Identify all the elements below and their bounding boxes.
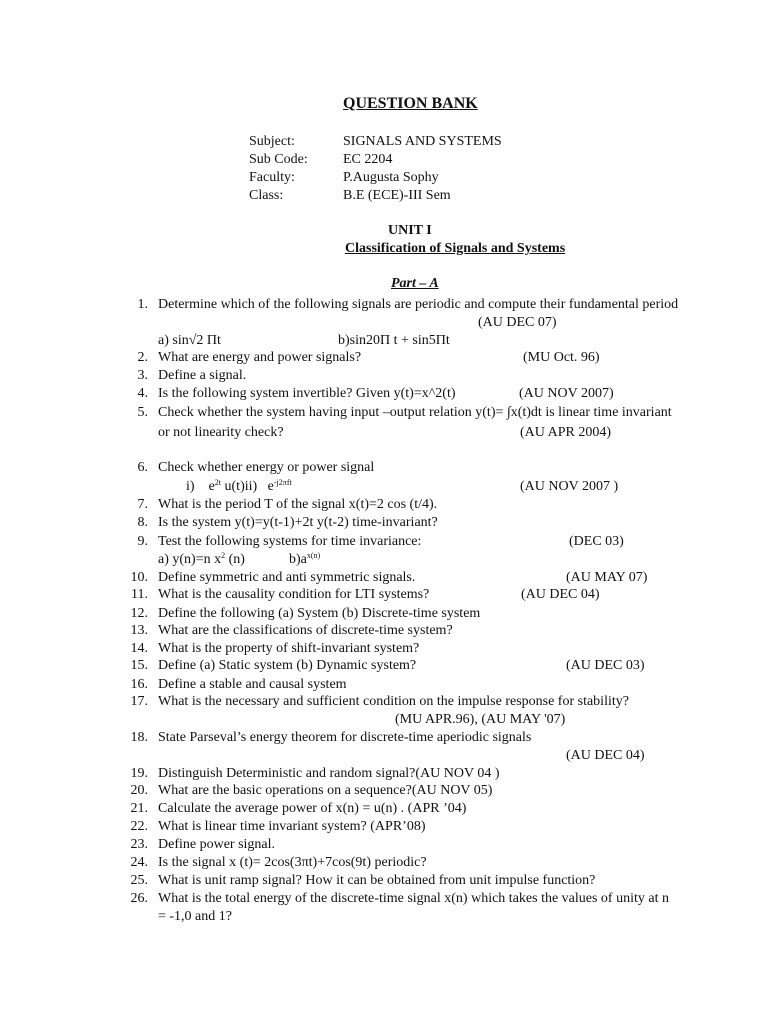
question-number: 6. — [137, 460, 148, 475]
faculty-label: Faculty: — [249, 170, 295, 185]
question-text: Check whether the system having input –output relation y(t)= ∫x(t)dt is linear time invariant — [158, 405, 672, 420]
math-base: e — [267, 479, 274, 494]
question-number: 5. — [137, 405, 148, 420]
question-number: 20. — [130, 783, 148, 798]
question-reference: (MU Oct. 96) — [523, 350, 600, 365]
question-number: 11. — [131, 587, 148, 602]
question-text: What are the classifications of discrete-time system? — [158, 623, 453, 638]
question-number: 19. — [130, 766, 148, 781]
question-text: What is the period T of the signal x(t)=2 cos (t/4). — [158, 497, 438, 512]
question-number: 2. — [137, 350, 148, 365]
question-number: 8. — [137, 515, 148, 530]
faculty-value: P.Augusta Sophy — [343, 170, 439, 185]
question-number: 15. — [130, 658, 148, 673]
question-number: 13. — [130, 623, 148, 638]
question-text: Define power signal. — [158, 837, 276, 852]
question-text: Is the following system invertible? Given y(t)=x^2(t) — [158, 386, 456, 401]
math-exponent: 2 — [221, 551, 226, 560]
question-text-continued: or not linearity check? — [158, 425, 284, 440]
question-reference: (AU APR 2004) — [520, 425, 612, 440]
question-reference: (DEC 03) — [569, 534, 624, 549]
unit-title: UNIT I — [388, 223, 432, 238]
class-value: B.E (ECE)-III Sem — [343, 188, 451, 203]
question-reference: (AU DEC 03) — [566, 658, 645, 673]
question-number: 26. — [130, 891, 148, 906]
question-number: 7. — [137, 497, 148, 512]
question-option — [158, 551, 245, 568]
question-text: What is unit ramp signal? How it can be obtained from unit impulse function? — [158, 873, 596, 888]
question-number: 10. — [130, 570, 148, 585]
option-label: i) — [186, 479, 195, 494]
subject-value: SIGNALS AND SYSTEMS — [343, 134, 502, 149]
question-text: State Parseval’s energy theorem for discrete-time aperiodic signals — [158, 730, 532, 745]
subcode-label: Sub Code: — [249, 152, 308, 167]
question-number: 18. — [130, 730, 148, 745]
question-option: b)sin20Π t + sin5Πt — [338, 333, 450, 348]
class-label: Class: — [249, 188, 284, 203]
question-option — [289, 551, 320, 568]
question-text: What is linear time invariant system? (APR’08) — [158, 819, 426, 834]
question-text: Determine which of the following signals are periodic and compute their fundamental period — [158, 297, 679, 312]
math-base: e — [208, 479, 215, 494]
question-number: 25. — [130, 873, 148, 888]
question-text: What are the basic operations on a sequence?(AU NOV 05) — [158, 783, 493, 798]
question-text: Define a stable and causal system — [158, 677, 347, 692]
math-text: a) y(n)=n x — [158, 552, 222, 567]
unit-subtitle: Classification of Signals and Systems — [345, 241, 566, 256]
question-number: 16. — [130, 677, 148, 692]
question-number: 9. — [137, 534, 148, 549]
question-text: What is the property of shift-invariant system? — [158, 641, 420, 656]
math-text: u(t)ii) — [221, 479, 258, 494]
question-text: Distinguish Deterministic and random signal?(AU NOV 04 ) — [158, 766, 500, 781]
question-text: What is the necessary and sufficient condition on the impulse response for stability? — [158, 694, 629, 709]
math-exponent: x(n) — [306, 551, 321, 560]
question-text: Define the following (a) System (b) Discrete-time system — [158, 606, 481, 621]
question-number: 22. — [130, 819, 148, 834]
question-option: a) sin√2 Πt — [158, 333, 221, 348]
subcode-value: EC 2204 — [343, 152, 393, 167]
question-text-continued: = -1,0 and 1? — [158, 909, 232, 924]
question-option — [186, 478, 292, 495]
math-text: (n) — [225, 552, 245, 567]
math-base: b)a — [289, 552, 307, 567]
question-text: Define (a) Static system (b) Dynamic system? — [158, 658, 417, 673]
question-text: What are energy and power signals? — [158, 350, 362, 365]
subject-label: Subject: — [249, 134, 295, 149]
question-reference: (MU APR.96), (AU MAY '07) — [395, 712, 566, 727]
question-text: Define symmetric and anti symmetric signals. — [158, 570, 416, 585]
question-number: 14. — [130, 641, 148, 656]
question-text: Is the system y(t)=y(t-1)+2t y(t-2) time-invariant? — [158, 515, 438, 530]
page-title: QUESTION BANK — [343, 95, 478, 112]
question-text: Define a signal. — [158, 368, 247, 383]
math-exponent: 2t — [214, 478, 222, 487]
question-text: Is the signal x (t)= 2cos(3πt)+7cos(9t) periodic? — [158, 855, 427, 870]
question-number: 17. — [130, 694, 148, 709]
question-number: 4. — [137, 386, 148, 401]
question-reference: (AU NOV 2007) — [519, 386, 614, 401]
question-reference: (AU DEC 04) — [521, 587, 600, 602]
question-text: Check whether energy or power signal — [158, 460, 375, 475]
question-text: Test the following systems for time invariance: — [158, 534, 422, 549]
question-number: 24. — [130, 855, 148, 870]
part-heading: Part – A — [391, 276, 439, 291]
question-text: Calculate the average power of x(n) = u(n) . (APR ’04) — [158, 801, 467, 816]
question-text: What is the causality condition for LTI systems? — [158, 587, 430, 602]
question-reference: (AU DEC 07) — [478, 315, 557, 330]
question-reference: (AU NOV 2007 ) — [520, 479, 619, 494]
question-reference: (AU DEC 04) — [566, 748, 645, 763]
question-number: 3. — [137, 368, 148, 383]
math-exponent: -j2πft — [273, 478, 292, 487]
question-number: 12. — [130, 606, 148, 621]
question-number: 23. — [130, 837, 148, 852]
question-number: 1. — [137, 297, 148, 312]
question-number: 21. — [130, 801, 148, 816]
question-reference: (AU MAY 07) — [566, 570, 648, 585]
question-text: What is the total energy of the discrete-time signal x(n) which takes the values of unity at n — [158, 891, 669, 906]
